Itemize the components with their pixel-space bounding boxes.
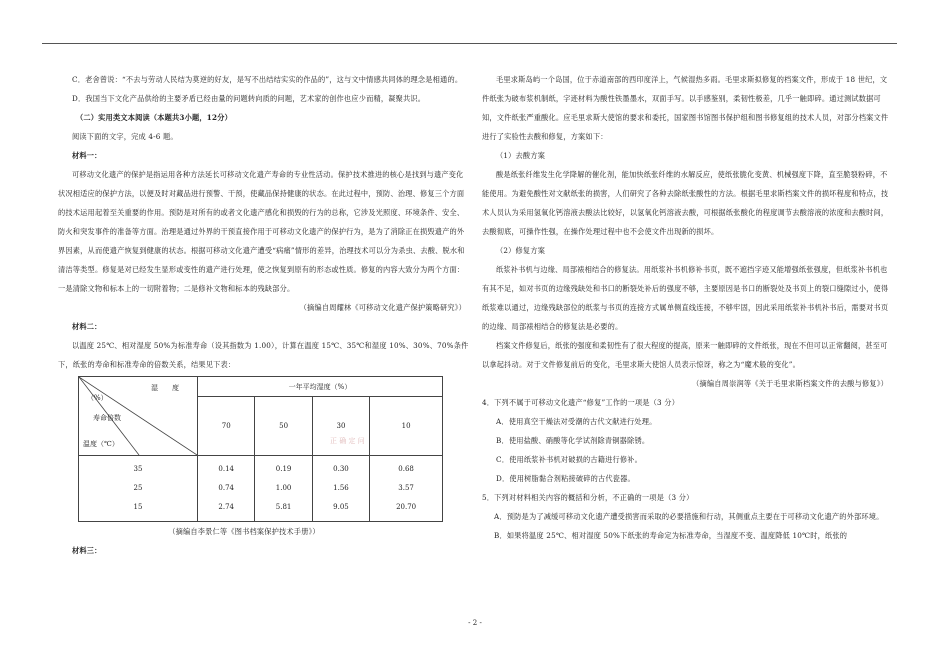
- corner-multiplier: 寿命倍数: [93, 414, 121, 422]
- table-value: 0.68: [398, 465, 414, 473]
- table-value: 2.74: [218, 503, 234, 511]
- table-value: 1.56: [333, 484, 349, 492]
- deacid-heading: （1）去酸方案: [496, 151, 546, 160]
- repair-heading: （2）修复方案: [496, 246, 546, 255]
- value-cell: [312, 456, 369, 522]
- material1-source: （摘编自周耀林《可移动文化遗产保护策略研究》）: [299, 303, 466, 312]
- right-column: [482, 70, 892, 545]
- material2-source: （摘编自李景仁等《图书档案保护技术手册》）: [168, 527, 320, 536]
- table-value: 5.81: [275, 503, 292, 511]
- temp-value: 15: [133, 503, 143, 511]
- temp-value: 35: [133, 465, 143, 473]
- lifespan-table: [78, 376, 443, 522]
- corner-temperature: 温度（℃）: [83, 440, 119, 448]
- table-value: 20.70: [396, 503, 417, 511]
- table-value: 0.30: [333, 465, 349, 473]
- result-text: 档案文件修复后，纸张的强度和柔韧性有了很大程度的提高，原来一触即碎的文件纸张，现在不但可以正常翻阅，甚至可以拿起抖动。对于文件修复前后的变化，毛里求斯大使馆人员表示惊讶，称之为“魔术般的变化”。: [482, 341, 888, 369]
- material1-title: 材料一：: [72, 151, 102, 160]
- faint-stamp: 正 确 定 问: [330, 437, 365, 445]
- material2-title: 材料二：: [72, 322, 102, 331]
- table-corner: [79, 377, 198, 456]
- humidity-col: 10: [370, 397, 443, 456]
- corner-humidity: 湿 度: [151, 384, 179, 392]
- table-header: 一年平均湿度（%）: [198, 377, 443, 397]
- option-d: D．我国当下文化产品供给的主要矛盾已经由量的问题转向质的问题，艺术家的创作也应少而精，凝聚共识。: [72, 94, 426, 103]
- humidity-col: 50: [255, 397, 312, 456]
- question-4-option-c: C．使用纸浆补书机对破损的古籍进行修补。: [496, 455, 643, 464]
- material1-text: 可移动文化遗产的保护是指运用各种方法延长可移动文化遗产寿命的专业性活动。保护技术推进的核心是找到与遗产变化状况相适应的保护方法，以便及时对藏品进行预警、干预，使藏品保持健康的状态。在此过程中，预防、治理、修复三个方面的技术运用起着至关重要的作用。预防是对所有的或者文化遗产感化和损毁的行为的总称，它涉及光照度、环境条件、安全、防火和突发事件的准备等方面。治理是通过外界的干预直接作用于可移动文化遗产的保护行为，是为了消除正在损毁遗产的外界因素，从而使遗产恢复到健康的状态。根据可移动文化遗产遭受“病痛”情形的差异，治理技术可以分为杀虫、去酸、脱水和清洁等类型。修复是对已经发生显形或变性的遗产进行处理，使之恢复到原有的形态或性质。修复的内容大致分为两个方面：一是清除文物和标本上的一切附着物；二是修补文物和标本的残缺部分。: [58, 170, 465, 293]
- value-cell: [198, 456, 255, 522]
- corner-percent: （%）: [87, 394, 108, 402]
- table-value: 3.57: [398, 484, 414, 492]
- table-value: 0.19: [275, 465, 292, 473]
- question-5: 5．下列对材料相关内容的概括和分析，不正确的一项是（3 分）: [482, 493, 694, 502]
- value-cell: [255, 456, 312, 522]
- material3-intro: 毛里求斯岛屿一个岛国，位于赤道南部的西印度洋上，气候湿热多雨。毛里求斯拟修复的档案文件，形成于 18 世纪，文件纸张为破布浆机制纸，字迹材料为酸性铁墨墨水，双面手写。以手感鉴别，柔韧性极差，几乎一触即碎。通过测试数据可知，文件纸张严重酸化。应毛里求斯大使馆的要求和委托，国家图书馆图书保护组和图书修复组的技术人员，对部分档案文件进行了实验性去酸和修复，方案如下：: [482, 75, 889, 141]
- material3-source: （摘编自周崇润等《关于毛里求斯档案文件的去酸与修复》）: [692, 379, 888, 388]
- repair-text: 纸浆补书机与边缘、局部裱相结合的修复法。用纸浆补书机修补书页，既不遮挡字迹又能增强纸张强度，但纸浆补书机也有其不足，如对书页的边缘残缺处和书口的断裂处补后的强度不够，主要原因是书口的断裂处及书页上的裂口缝隙过小，使得纸浆难以通过，边缘残缺部位的纸浆与书页的连接方式属单侧直线连接，不够牢固，因此采用纸浆补书机补书后，需要对书页的边缘、局部裱相结合的修复法是必要的。: [482, 265, 889, 331]
- table-value: 9.05: [333, 503, 349, 511]
- material2-text: 以温度 25℃、相对湿度 50%为标准寿命（设其指数为 1.00），计算在温度 15℃、35℃和湿度 10%、30%、70%条件下，纸张的寿命和标准寿命的倍数关系，结果见下表：: [58, 341, 469, 369]
- instruction: 阅读下面的文字，完成 4-6 题。: [72, 132, 178, 141]
- humidity-col: 70: [198, 397, 255, 456]
- question-5-option-a: A．预防是为了减缓可移动文化遗产遭受损害而采取的必要措施和行动，其侧重点主要在于可移动文化遗产的外部环境。: [494, 512, 884, 521]
- page-number: - 2 -: [468, 619, 482, 627]
- table-value: 1.00: [275, 484, 292, 492]
- question-4-option-a: A．使用真空干燥法对受潮的古代文献进行处理。: [496, 417, 657, 426]
- deacid-text: 酸是纸张纤维发生化学降解的催化剂，能加快纸张纤维的水解反应，使纸张脆化变黄、机械强度下降，直至脆裂粉碎，不能使用。为避免酸性对文献纸张的损害，人们研究了各种去除纸张酸性的方法。根据毛里求斯档案文件的损坏程度和特点，技术人员认为采用氢氧化钙溶液去酸法比较好，以氢氧化钙溶液去酸，可根据纸张酸化的程度调节去酸溶液的浓度和去酸时间，去酸彻底，可操作性强，在操作处理过程中也不会使文件出现新的损坏。: [482, 170, 889, 236]
- value-cell: [370, 456, 443, 522]
- top-rule: [42, 43, 897, 44]
- left-column: [58, 70, 470, 560]
- temp-cell: [79, 456, 198, 522]
- question-4: 4．下列不属于可移动文化遗产“修复”工作的一项是（3 分）: [482, 398, 680, 407]
- section-title: （二）实用类文本阅读（本题共3小题，12分）: [76, 113, 232, 122]
- option-c: C．老舍曾说：“不去与劳动人民结为莫逆的好友，是写不出结结实实的作品的”，这与文中情感共同体的理念是相通的。: [72, 75, 463, 84]
- material3-title: 材料三：: [72, 546, 102, 555]
- question-4-option-d: D．使用树脂黏合剂粘接破碎的古代瓷器。: [496, 474, 635, 483]
- table-value: 0.14: [218, 465, 234, 473]
- table-value: 0.74: [218, 484, 234, 492]
- question-5-option-b: B．如果将温度 25℃、相对湿度 50%下纸张的寿命定为标准寿命，当湿度不变、温度降低 10℃时，纸张的: [494, 531, 848, 540]
- question-4-option-b: B．使用盐酸、硝酸等化学试剂除青铜器除锈。: [496, 436, 650, 445]
- humidity-col: 30: [312, 397, 369, 456]
- temp-value: 25: [133, 484, 143, 492]
